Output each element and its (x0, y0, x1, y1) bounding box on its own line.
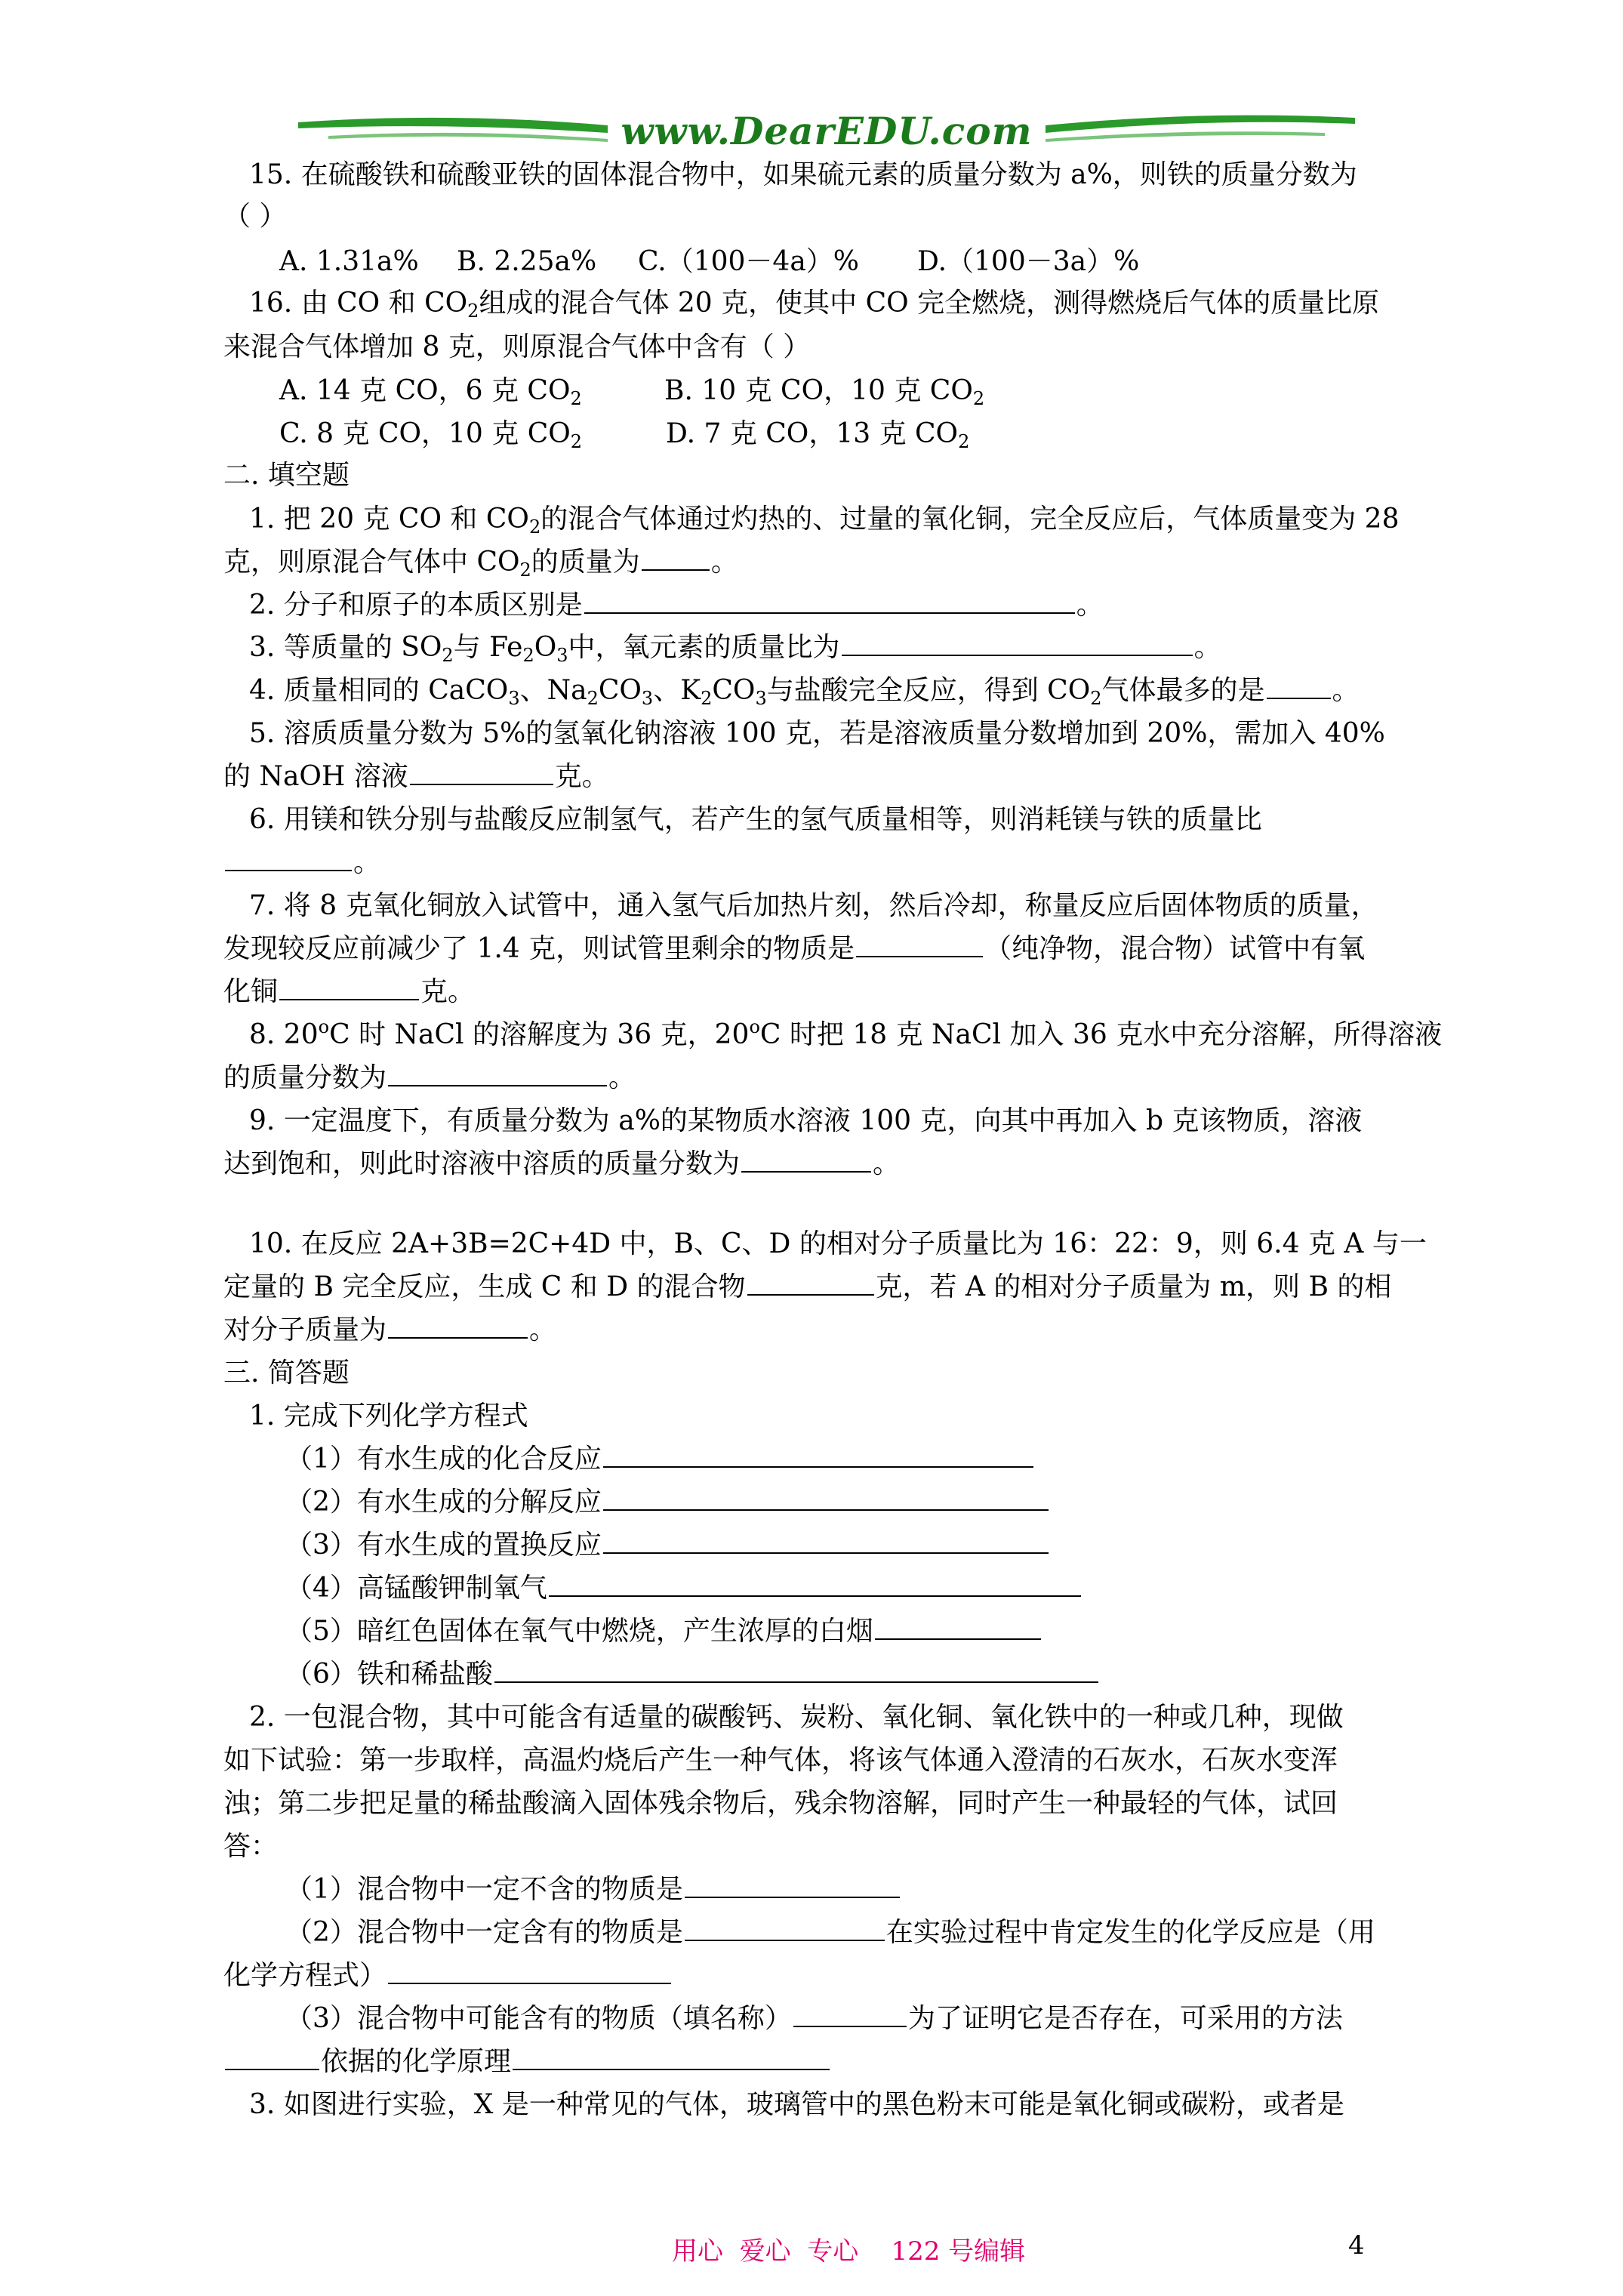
answer-blank[interactable] (279, 976, 419, 1000)
q16-option-c: C. 8 克 CO，10 克 $CO_2$ (279, 418, 583, 452)
answer-blank[interactable] (549, 1573, 1081, 1597)
answer-blank[interactable] (513, 2046, 830, 2070)
answer-blank[interactable] (685, 1917, 885, 1941)
q15-line2: （ ） (223, 201, 287, 232)
answer-blank[interactable] (603, 1530, 1049, 1554)
f5-line1: 5. 溶质质量分数为 5%的氢氧化钠溶液 100 克，若是溶液质量分数增加到 20%，需加入 40% (249, 718, 1385, 749)
answer-blank[interactable] (685, 1874, 900, 1898)
f3-line: 3. 等质量的 $SO_2$与 $Fe_2O_3$中，氧元素的质量比为 。 (249, 632, 1221, 666)
f5-line2: 的 NaOH 溶液 克。 (223, 761, 609, 792)
s2-line4: 答： (223, 1831, 279, 1862)
answer-blank[interactable] (1267, 675, 1331, 699)
q15-option-c: C.（100－4a）% (638, 246, 859, 277)
answer-blank[interactable] (584, 590, 1075, 614)
s1-title: 1. 完成下列化学方程式 (249, 1401, 528, 1432)
f9-line1: 9. 一定温度下，有质量分数为 a%的某物质水溶液 100 克，向其中再加入 b 克该物质，溶液 (249, 1105, 1363, 1136)
q15-option-b: B. 2.25a% (457, 246, 597, 277)
f8-line2: 的质量分数为 。 (223, 1062, 636, 1093)
answer-blank[interactable] (410, 761, 553, 785)
f1-line2: 克，则原混合气体中 $CO_2$的质量为 。 (223, 547, 738, 581)
page-number: 4 (1348, 2230, 1365, 2261)
answer-blank[interactable] (603, 1487, 1049, 1511)
s2-line3: 浊；第二步把足量的稀盐酸滴入固体残余物后，残余物溶解，同时产生一种最轻的气体，试回 (223, 1788, 1338, 1819)
answer-blank[interactable] (842, 632, 1193, 656)
f8-line1: 8. 20$^o$C 时 NaCl 的溶解度为 36 克，20$^o$C 时把 18 克 NaCl 加入 36 克水中充分溶解，所得溶液 (249, 1016, 1443, 1050)
q16-option-d: D. 7 克 CO，13 克 $CO_2$ (666, 418, 970, 452)
q16-option-a: A. 14 克 CO，6 克 $CO_2$ (279, 375, 582, 409)
answer-blank[interactable] (388, 1960, 671, 1984)
answer-blank[interactable] (225, 847, 352, 871)
f7-line1: 7. 将 8 克氧化铜放入试管中，通入氢气后加热片刻，然后冷却，称量反应后固体物质的质量， (249, 890, 1378, 921)
s2-line2: 如下试验：第一步取样，高温灼烧后产生一种气体，将该气体通入澄清的石灰水，石灰水变浑 (223, 1745, 1338, 1776)
q16-line2: 来混合气体增加 8 克，则原混合气体中含有（ ） (223, 331, 811, 362)
s2-part-2: （2）混合物中一定含有的物质是 在实验过程中肯定发生的化学反应是（用 (285, 1917, 1375, 1948)
f7-line3: 化铜 克。 (223, 976, 476, 1007)
s1-item-3: （3）有水生成的置换反应 (285, 1529, 1050, 1562)
section-heading-short-answer: 三. 简答题 (223, 1358, 350, 1388)
f10-line2: 定量的 B 完全反应，生成 C 和 D 的混合物 克，若 A 的相对分子质量为 m，则 B 的相 (223, 1271, 1392, 1302)
f6-line2: 。 (223, 846, 380, 880)
section-heading-fill-in: 二. 填空题 (223, 460, 350, 491)
footer-text: 用心 爱心 专心 122 号编辑 (672, 2236, 1026, 2267)
f7-line2: 发现较反应前减少了 1.4 克，则试管里剩余的物质是 （纯净物，混合物）试管中有氧 (223, 933, 1366, 964)
f2-line: 2. 分子和原子的本质区别是 。 (249, 590, 1104, 621)
q16-option-b: B. 10 克 CO，10 克 $CO_2$ (664, 375, 985, 409)
q15-line1: 15. 在硫酸铁和硫酸亚铁的固体混合物中，如果硫元素的质量分数为 a%，则铁的质量分数为 (249, 159, 1357, 190)
answer-blank[interactable] (388, 1062, 607, 1086)
answer-blank[interactable] (388, 1314, 528, 1339)
s1-item-4: （4）高锰酸钾制氧气 (285, 1572, 1083, 1605)
s2-part-3: （3）混合物中可能含有的物质（填名称） 为了证明它是否存在，可采用的方法 (285, 2003, 1343, 2034)
answer-blank[interactable] (642, 547, 710, 571)
header-logo (298, 106, 1355, 159)
f9-line2: 达到饱和，则此时溶液中溶质的质量分数为 。 (223, 1148, 901, 1179)
s2-part-2-cont: 化学方程式） (223, 1959, 673, 1992)
q15-option-d: D.（100－3a）% (917, 246, 1140, 277)
f10-line1: 10. 在反应 2A+3B=2C+4D 中，B、C、D 的相对分子质量比为 16：22：9，则 6.4 克 A 与一 (249, 1228, 1427, 1259)
header-logo-text: www.DearEDU.com (621, 109, 1033, 153)
s2-part-1: （1）混合物中一定不含的物质是 (285, 1873, 901, 1906)
f6-line1: 6. 用镁和铁分别与盐酸反应制氢气，若产生的氢气质量相等，则消耗镁与铁的质量比 (249, 804, 1262, 835)
answer-blank[interactable] (603, 1444, 1033, 1468)
q16-line1: 16. 由 CO 和 $CO_2$组成的混合气体 20 克，使其中 CO 完全燃烧，测得燃烧后气体的质量比原 (249, 288, 1380, 322)
answer-blank[interactable] (793, 2003, 907, 2027)
s1-item-1: （1）有水生成的化合反应 (285, 1443, 1035, 1476)
s2-line1: 2. 一包混合物，其中可能含有适量的碳酸钙、炭粉、氧化铜、氧化铁中的一种或几种，现做 (249, 1702, 1344, 1733)
s1-item-6: （6）铁和稀盐酸 (285, 1658, 1100, 1691)
f4-line: 4. 质量相同的 CaCO$_3$、$Na_2CO_3$、$K_2CO_3$与盐酸完全反应，得到 $CO_2$气体最多的是 。 (249, 675, 1360, 709)
f1-line1: 1. 把 20 克 CO 和 $CO_2$的混合气体通过灼热的、过量的氧化铜，完全反应后，气体质量变为 28 (249, 504, 1400, 538)
answer-blank[interactable] (875, 1616, 1041, 1640)
q15-option-a: A. 1.31a% (279, 246, 419, 277)
f10-line3: 对分子质量为 。 (223, 1314, 557, 1345)
s1-item-2: （2）有水生成的分解反应 (285, 1486, 1050, 1519)
s1-item-5: （5）暗红色固体在氧气中燃烧，产生浓厚的白烟 (285, 1615, 1042, 1648)
answer-blank[interactable] (494, 1659, 1098, 1683)
s3-line1: 3. 如图进行实验，X 是一种常见的气体，玻璃管中的黑色粉末可能是氧化铜或碳粉，或者是 (249, 2089, 1344, 2120)
answer-blank[interactable] (225, 2046, 319, 2070)
answer-blank[interactable] (856, 933, 983, 957)
answer-blank[interactable] (741, 1148, 871, 1173)
s2-part-3-cont: 依据的化学原理 (223, 2045, 831, 2079)
answer-blank[interactable] (747, 1271, 874, 1296)
